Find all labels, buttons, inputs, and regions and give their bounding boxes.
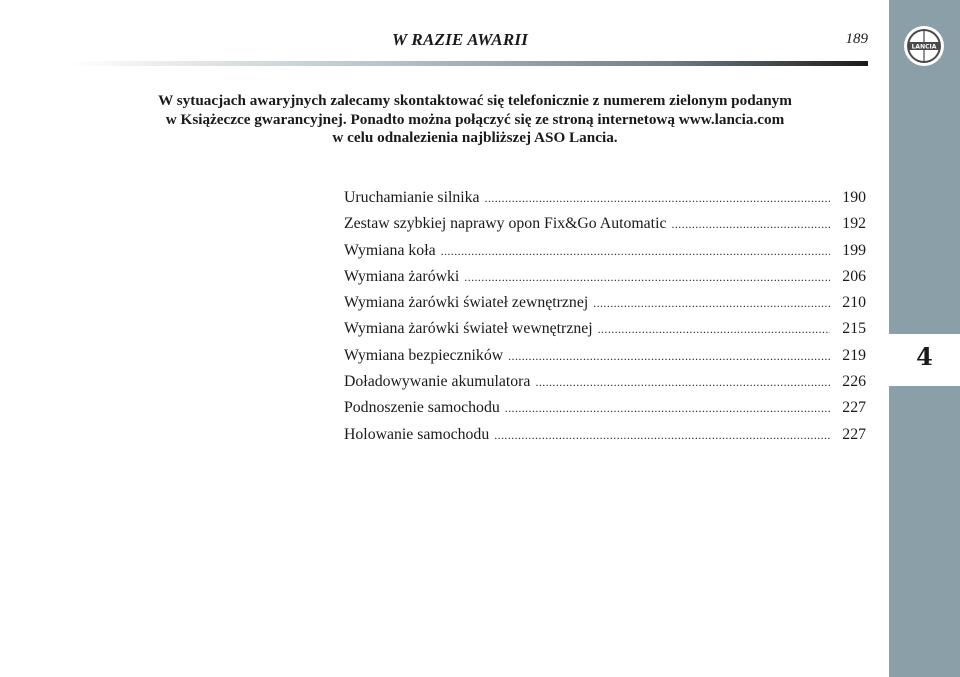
intro-paragraph — [95, 92, 855, 148]
lancia-logo-icon — [902, 24, 946, 68]
toc-entry-label: Wymiana koła — [344, 241, 436, 259]
intro-line: w celu odnalezienia najbliższej ASO Lancia. — [332, 129, 618, 146]
toc-entry-page: 210 — [842, 294, 866, 312]
toc-entry-page: 192 — [842, 215, 866, 233]
page-title: W RAZIE AWARII — [391, 30, 529, 49]
toc-entry-label: Uruchamianie silnika — [344, 189, 480, 206]
intro-line: w Książeczce gwarancyjnej. Ponadto można połączyć się ze stroną internetową www.lancia.com — [165, 110, 785, 128]
page-number: 189 — [845, 31, 868, 47]
toc-entry-label: Wymiana żarówki świateł wewnętrznej — [344, 320, 593, 338]
chapter-number: 4 — [916, 342, 933, 371]
toc-entry-label: Holowanie samochodu — [344, 425, 490, 443]
chapter-sidebar — [889, 0, 960, 677]
toc-entry-page: 206 — [842, 267, 866, 285]
toc-entry-changing-wheel[interactable] — [344, 242, 866, 268]
toc-leader-dots — [671, 217, 830, 232]
toc-entry-page: 226 — [842, 373, 866, 391]
header-divider — [70, 61, 868, 66]
toc-leader-dots — [508, 349, 830, 364]
toc-leader-dots — [464, 270, 830, 285]
toc-leader-dots — [505, 401, 830, 416]
toc-entry-interior-bulb[interactable] — [344, 320, 866, 346]
toc-leader-dots — [485, 191, 830, 206]
toc-entry-towing-car[interactable] — [344, 426, 866, 452]
toc-entry-starting-engine[interactable] — [344, 189, 866, 215]
toc-entry-changing-bulb[interactable] — [344, 268, 866, 294]
toc-leader-dots — [494, 428, 830, 443]
toc-entry-fix-and-go-kit[interactable] — [344, 215, 866, 241]
toc-leader-dots — [535, 375, 830, 390]
toc-entry-page: 227 — [842, 399, 866, 417]
toc-entry-label: Podnoszenie samochodu — [344, 399, 500, 417]
toc-entry-label: Wymiana bezpieczników — [344, 346, 504, 364]
toc-entry-label: Zestaw szybkiej naprawy opon Fix&Go Automatic — [344, 215, 667, 233]
toc-entry-page: 215 — [842, 320, 866, 338]
logo-wordmark: LANCIA — [911, 43, 937, 51]
toc-entry-label: Wymiana żarówki świateł zewnętrznej — [344, 294, 589, 312]
toc-leader-dots — [598, 322, 830, 337]
toc-leader-dots — [441, 244, 830, 259]
toc-entry-page: 199 — [842, 241, 866, 259]
toc-entry-page: 227 — [842, 425, 866, 443]
toc-entry-fuses[interactable] — [344, 347, 866, 373]
toc-leader-dots — [593, 296, 830, 311]
toc-entry-page: 219 — [842, 346, 866, 364]
toc-entry-battery-charging[interactable] — [344, 373, 866, 399]
table-of-contents — [344, 189, 866, 452]
toc-entry-exterior-bulb[interactable] — [344, 294, 866, 320]
intro-line: W sytuacjach awaryjnych zalecamy skontaktować się telefonicznie z numerem zielonym podanym — [158, 92, 792, 109]
toc-entry-page: 190 — [842, 189, 866, 206]
toc-entry-label: Wymiana żarówki — [344, 267, 460, 285]
chapter-tab[interactable] — [889, 334, 960, 386]
toc-entry-label: Doładowywanie akumulatora — [344, 373, 531, 391]
toc-entry-jacking-car[interactable] — [344, 399, 866, 425]
